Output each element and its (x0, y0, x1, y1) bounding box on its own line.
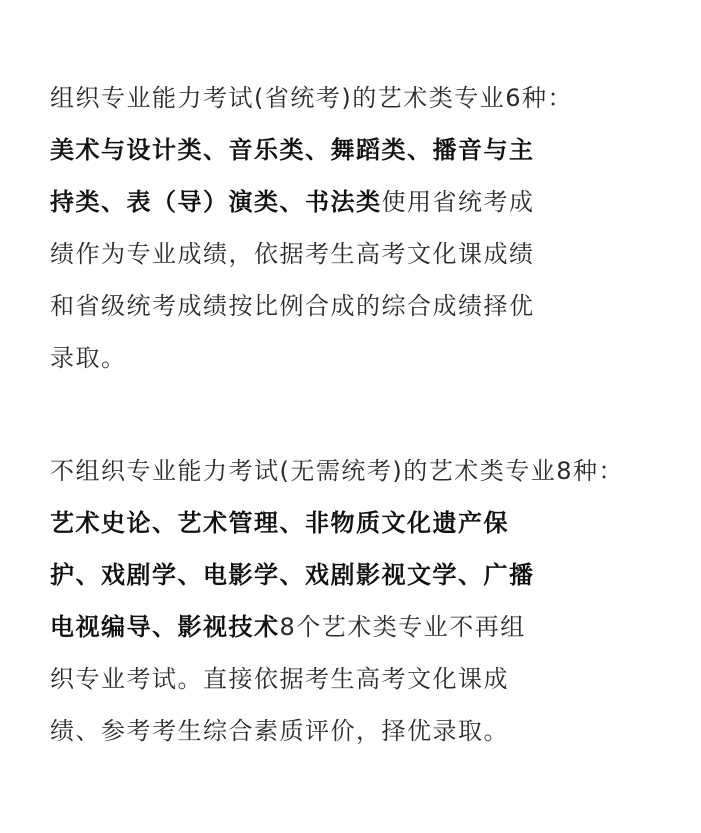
body-text: 使用省统考成 (381, 188, 535, 216)
major-list-text: 持类、表（导）演类、书法类 (50, 188, 382, 216)
body-text-line: 录取。 (50, 344, 127, 372)
body-text-line: 绩、参考考生综合素质评价，择优录取。 (50, 717, 509, 745)
major-list-line: 美术与设计类、音乐类、舞蹈类、播音与主 (50, 136, 535, 164)
body-text-line: 和省级统考成绩按比例合成的综合成绩择优 (50, 292, 535, 320)
body-text-line: 绩作为专业成绩，依据考生高考文化课成绩 (50, 240, 535, 268)
section-no-exam-majors (50, 445, 670, 757)
section-heading: 不组织专业能力考试(无需统考)的艺术类专业8种： (50, 457, 624, 485)
section-heading: 组织专业能力考试(省统考)的艺术类专业6种： (50, 84, 573, 112)
section-provincial-exam-majors (50, 72, 670, 384)
major-list-text: 电视编导、影视技术 (50, 613, 280, 641)
body-text-line: 织专业考试。直接依据考生高考文化课成 (50, 665, 509, 693)
major-list-line: 艺术史论、艺术管理、非物质文化遗产保 (50, 509, 509, 537)
body-text: 8个艺术类专业不再组 (279, 613, 526, 641)
major-list-line (50, 176, 670, 228)
major-list-line (50, 601, 670, 653)
major-list-line: 护、戏剧学、电影学、戏剧影视文学、广播 (50, 561, 535, 589)
